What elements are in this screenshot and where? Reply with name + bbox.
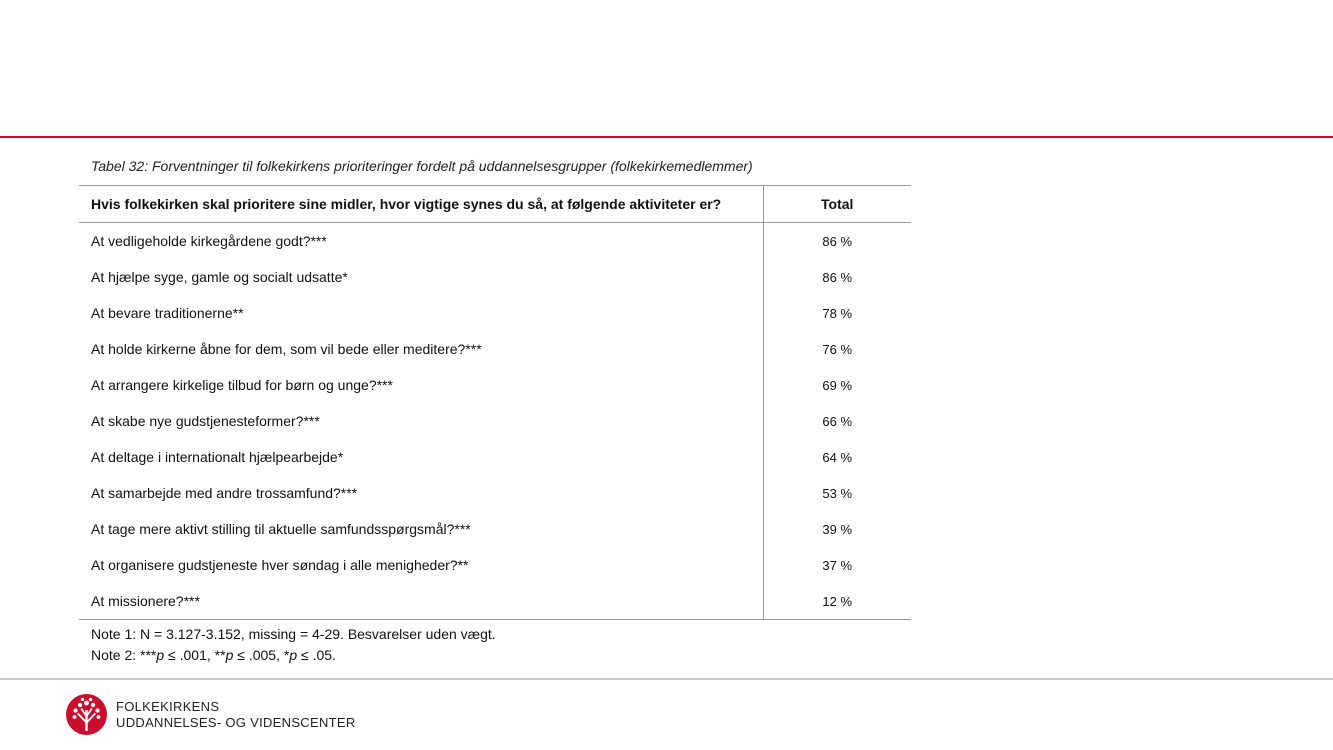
total-value: 86 % [763, 223, 911, 260]
note-2-p: p [289, 647, 298, 663]
brand-line-1: FOLKEKIRKENS [116, 699, 220, 714]
table-row [79, 583, 911, 620]
table-body [79, 223, 911, 620]
activity-label: At skabe nye gudstjenesteformer?*** [91, 413, 320, 429]
table-header-row [79, 186, 911, 223]
total-value: 66 % [763, 403, 911, 439]
activity-label: At arrangere kirkelige tilbud for børn og unge?*** [91, 377, 393, 393]
total-value: 69 % [763, 367, 911, 403]
table-caption: Tabel 32: Forventninger til folkekirkens prioriteringer fordelt på uddannelsesgrupper (folkekirkemedlemmer) [91, 158, 753, 174]
table-row [79, 295, 911, 331]
activity-label: At bevare traditionerne** [91, 305, 244, 321]
note-2-p: p [225, 647, 234, 663]
activity-label: At hjælpe syge, gamle og socialt udsatte* [91, 269, 348, 285]
note-2 [91, 645, 496, 666]
activity-label: At samarbejde med andre trossamfund?*** [91, 485, 358, 501]
results-table [79, 185, 911, 620]
note-2-p: p [156, 647, 165, 663]
total-value: 37 % [763, 547, 911, 583]
table-row [79, 403, 911, 439]
activity-label: At vedligeholde kirkegårdene godt?*** [91, 233, 327, 249]
table-row [79, 223, 911, 260]
total-value: 78 % [763, 295, 911, 331]
table-row [79, 547, 911, 583]
total-value: 64 % [763, 439, 911, 475]
table-row [79, 259, 911, 295]
question-header: Hvis folkekirken skal prioritere sine midler, hvor vigtige synes du så, at følgende aktiviteter er? [79, 186, 763, 223]
activity-label: At holde kirkerne åbne for dem, som vil bede eller meditere?*** [91, 341, 482, 357]
table-row [79, 511, 911, 547]
total-header: Total [763, 186, 911, 223]
activity-label: At tage mere aktivt stilling til aktuelle samfundsspørgsmål?*** [91, 521, 471, 537]
activity-label: At organisere gudstjeneste hver søndag i alle menigheder?** [91, 557, 469, 573]
note-1: Note 1: N = 3.127-3.152, missing = 4-29. Besvarelser uden vægt. [91, 626, 496, 642]
results-table-container [79, 185, 911, 620]
total-value: 53 % [763, 475, 911, 511]
note-2-part: ≤ .001, ** [164, 647, 226, 663]
brand-line-2: UDDANNELSES- OG VIDENSCENTER [116, 715, 356, 730]
table-row [79, 475, 911, 511]
total-value: 86 % [763, 259, 911, 295]
table-row [79, 331, 911, 367]
table-notes [91, 624, 496, 666]
table-row [79, 367, 911, 403]
activity-label: At deltage i internationalt hjælpearbejde* [91, 449, 344, 465]
bottom-divider [0, 678, 1333, 680]
note-2-part: ≤ .05. [297, 647, 336, 663]
tree-logo-icon [66, 694, 107, 735]
top-divider [0, 136, 1333, 138]
total-value: 76 % [763, 331, 911, 367]
total-value: 12 % [763, 583, 911, 620]
note-2-part: ≤ .005, * [233, 647, 290, 663]
brand-name [116, 699, 356, 731]
note-2-part: Note 2: *** [91, 647, 157, 663]
activity-label: At missionere?*** [79, 583, 763, 620]
table-row [79, 439, 911, 475]
total-value: 39 % [763, 511, 911, 547]
